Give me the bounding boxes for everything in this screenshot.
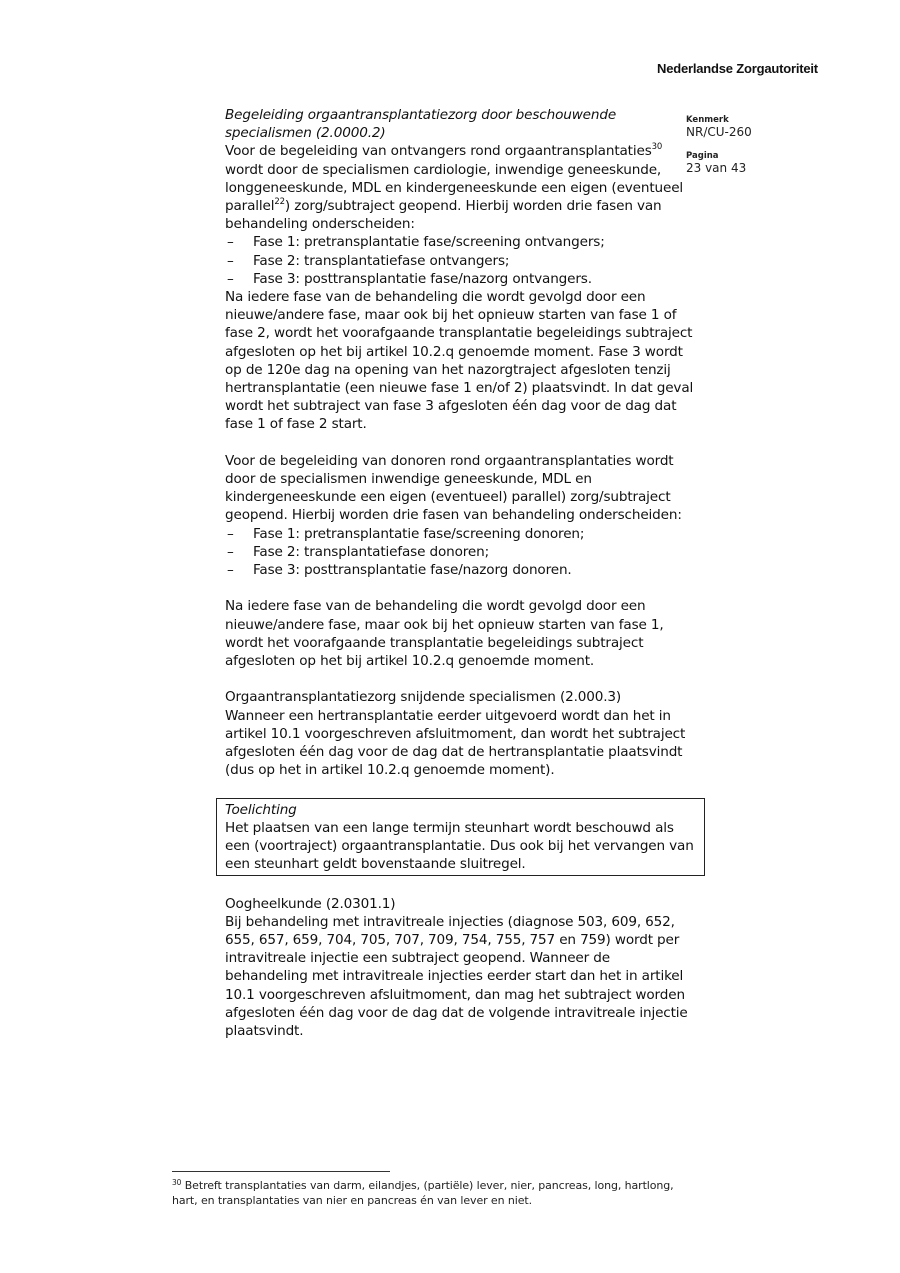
- dash-bullet-icon: –: [227, 252, 234, 269]
- list-item-text: Fase 3: posttransplantatie fase/nazorg donoren.: [253, 562, 572, 579]
- section1-heading-line2: specialismen (2.0000.2): [225, 125, 386, 142]
- list-item: [225, 561, 695, 579]
- section2-intro: Voor de begeleiding van donoren rond orgaantransplantaties wordt door de specialismen inwendige geneeskunde, MDL en kindergeneeskunde een eigen (eventueel) parallel) zorg/subtraject geopend. Hierbij worden drie fasen van behandeling onderscheiden:: [225, 452, 682, 524]
- list-item-text: Fase 3: posttransplantatie fase/nazorg ontvangers.: [253, 270, 592, 287]
- list-item: [225, 270, 695, 288]
- dash-bullet-icon: –: [227, 234, 234, 251]
- note-box-body: Het plaatsen van een lange termijn steunhart wordt beschouwd als een (voortraject) orgaantransplantatie. Dus ook bij het vervangen van een steunhart geldt bovenstaande sluitregel.: [225, 819, 694, 873]
- kenmerk-label: Kenmerk: [686, 115, 729, 125]
- dash-bullet-icon: –: [227, 543, 234, 560]
- list-item: [225, 233, 695, 251]
- meta-kenmerk: [686, 115, 752, 139]
- section1-intro-part2: wordt door de specialismen cardiologie, inwendige geneeskunde, longgeneeskunde, MDL en kindergeneeskunde een eigen (eventueel parallel: [225, 161, 684, 215]
- dash-bullet-icon: –: [227, 270, 234, 287]
- list-item-text: Fase 1: pretransplantatie fase/screening ontvangers;: [253, 234, 605, 251]
- section1-list: [225, 233, 695, 288]
- section3-body: Wanneer een hertransplantatie eerder uitgevoerd wordt dan het in artikel 10.1 voorgeschreven afsluitmoment, dan wordt het subtraject afgesloten één dag voor de dag dat de hertransplantatie plaatsvindt (dus op het in artikel 10.2.q genoemde moment).: [225, 707, 686, 779]
- section1-heading-line1: Begeleiding orgaantransplantatiezorg door beschouwende: [225, 107, 617, 123]
- section1-intro-part3: ) zorg/subtraject geopend. Hierbij worden drie fasen van behandeling onderscheiden:: [225, 198, 662, 233]
- section4-heading: Oogheelkunde (2.0301.1): [225, 895, 396, 912]
- section1-intro-part1: Voor de begeleiding van ontvangers rond orgaantransplantaties: [225, 143, 652, 160]
- dash-bullet-icon: –: [227, 525, 234, 542]
- section1-closing: Na iedere fase van de behandeling die wordt gevolgd door een nieuwe/andere fase, maar ook bij het opnieuw starten van fase 1 of fase 2, wordt het voorafgaande transplantatie begeleidings subtraject afgesloten op het bij artikel 10.2.q genoemde moment. Fase 3 wordt op de 120e dag na opening van het nazorgtraject afgesloten tenzij hertransplantatie (een nieuwe fase 1 en/of 2) plaatsvindt. In dat geval wordt het subtraject van fase 3 afgesloten één dag voor de dag dat fase 1 of fase 2 start.: [225, 289, 694, 433]
- section3-heading: Orgaantransplantatiezorg snijdende specialismen (2.000.3): [225, 689, 622, 706]
- note-box-title: Toelichting: [225, 801, 297, 818]
- pagina-value: 23 van 43: [686, 161, 747, 175]
- list-item: [225, 543, 695, 561]
- section2-closing: Na iedere fase van de behandeling die wordt gevolgd door een nieuwe/andere fase, maar ook bij het opnieuw starten van fase 1, wordt het voorafgaande transplantatie begeleidings subtraject afgesloten op het bij artikel 10.2.q genoemde moment.: [225, 598, 664, 670]
- footnote-text: Betreft transplantaties van darm, eilandjes, (partiële) lever, nier, pancreas, long, hartlong, hart, en transplantaties van nier en pancreas én van lever en niet.: [172, 1179, 674, 1207]
- kenmerk-value: NR/CU-260: [686, 125, 752, 139]
- section1-intro: [225, 142, 695, 233]
- list-item-text: Fase 2: transplantatiefase ontvangers;: [253, 252, 510, 269]
- section4-body: Bij behandeling met intravitreale injecties (diagnose 503, 609, 652, 655, 657, 659, 704, 705, 707, 709, 754, 755, 757 en 759) wordt per intravitreale injectie een subtraject geopend. Wanneer de behandeling met intravitreale injecties eerder start dan het in artikel 10.1 voorgeschreven afsluitmoment, dan mag het subtraject worden afgesloten één dag voor de dag dat de volgende intravitreale injectie plaatsvindt.: [225, 913, 688, 1040]
- section1-heading: [225, 106, 695, 142]
- footnote-number: 30: [172, 1178, 182, 1187]
- meta-pagina: [686, 151, 746, 175]
- list-item-text: Fase 1: pretransplantatie fase/screening donoren;: [253, 525, 585, 542]
- list-item-text: Fase 2: transplantatiefase donoren;: [253, 543, 490, 560]
- footnote: [172, 1178, 692, 1208]
- organization-name: Nederlandse Zorgautoriteit: [657, 61, 818, 76]
- list-item: [225, 252, 695, 270]
- list-item: [225, 525, 695, 543]
- dash-bullet-icon: –: [227, 562, 234, 579]
- footnote-divider: [172, 1171, 390, 1172]
- pagina-label: Pagina: [686, 151, 719, 161]
- main-content: [225, 106, 695, 1040]
- footnote-ref-22[interactable]: 22: [274, 197, 285, 208]
- section2-list: [225, 525, 695, 580]
- footnote-ref-30[interactable]: 30: [651, 142, 663, 153]
- note-box: [216, 798, 705, 877]
